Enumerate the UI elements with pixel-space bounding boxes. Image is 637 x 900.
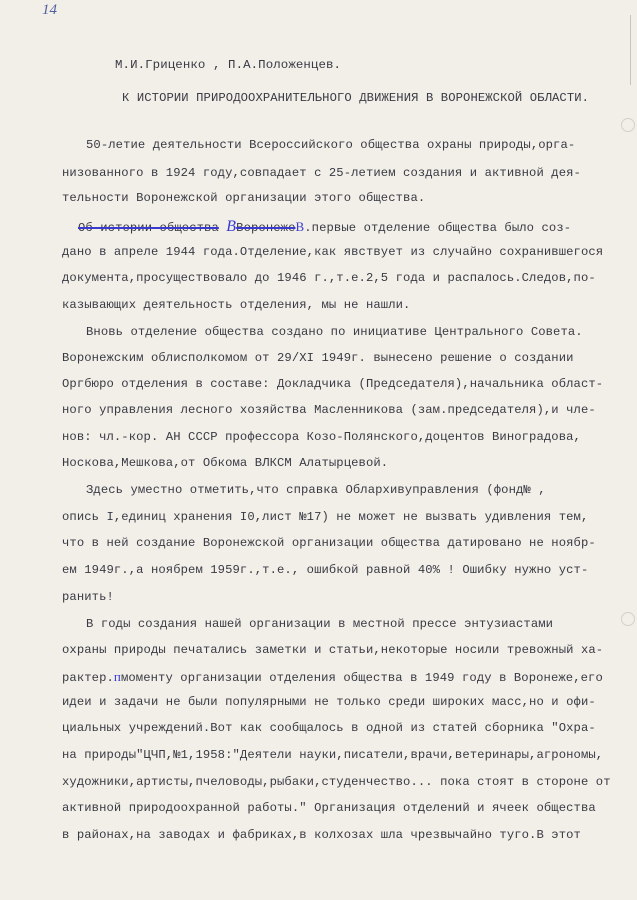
text-line: 50-летие деятельности Всероссийского общества охраны природы,орга- [86, 138, 576, 152]
text-line: охраны природы печатались заметки и статьи,некоторые носили тревожный ха- [62, 643, 604, 657]
page-title: К ИСТОРИИ ПРИРОДООХРАНИТЕЛЬНОГО ДВИЖЕНИЯ В ВОРОНЕЖСКОЙ ОБЛАСТИ. [122, 91, 590, 105]
text-line: Воронежским облисполкомом от 29/XI 1949г. вынесено решение о создании [62, 351, 574, 365]
text-rest: .первые отделение общества было соз- [304, 221, 572, 235]
text-line: опись I,единиц хранения I0,лист №17) не может не вызвать удивления тем, [62, 510, 589, 524]
struck-word: Воронеже [236, 221, 296, 235]
page-number: 14 [42, 2, 57, 18]
text-line: низованного в 1924 году,совпадает с 25-летием создания и активной дея- [62, 166, 581, 180]
text-line: Оргбюро отделения в составе: Докладчика (Председателя),начальника област- [62, 377, 604, 391]
struck-text: Об истории общества [78, 221, 219, 235]
text-line-corrected [62, 669, 603, 685]
handwritten-insertion: В [226, 218, 237, 235]
text-line: дано в апреле 1944 года.Отделение,как явствует из случайно сохранившегося [62, 245, 604, 259]
text-line: идеи и задачи не были популярными не только среди широких масс,но и офи- [62, 695, 596, 709]
text-line: художники,артисты,пчеловоды,рыбаки,студенчество... пока стоят в стороне от [62, 775, 611, 789]
text-line: Носкова,Мешкова,от Обкома ВЛКСМ Алатырцевой. [62, 456, 389, 470]
text-line-corrected [78, 218, 571, 236]
punch-hole [621, 612, 635, 626]
punch-hole [621, 118, 635, 132]
text-line: на природы"ЦЧП,№1,1958:"Деятели науки,писатели,врачи,ветеринары,агрономы, [62, 748, 604, 762]
text-line: Вновь отделение общества создано по инициативе Центрального Совета. [86, 325, 583, 339]
text-line: казывающих деятельность отделения, мы не нашли. [62, 298, 411, 312]
text-line: ного управления лесного хозяйства Масленникова (зам.председателя),и чле- [62, 403, 596, 417]
page-edge [630, 15, 631, 85]
text-line: документа,просуществовало до 1946 г.,т.е.2,5 года и распалось.Следов,по- [62, 271, 596, 285]
text-line: ранить! [62, 590, 114, 604]
text-line: активной природоохранной работы." Организация отделений и ячеек общества [62, 801, 596, 815]
handwritten-insertion: п [113, 669, 121, 684]
text-line: Здесь уместно отметить,что справка Облархивуправления (фонд№ , [86, 483, 546, 497]
text-line: в районах,на заводах и фабриках,в колхозах шла чрезвычайно туго.В этот [62, 828, 581, 842]
text-line: ем 1949г.,а ноябрем 1959г.,т.е., ошибкой равной 40% ! Ошибку нужно уст- [62, 563, 589, 577]
text-line: что в ней создание Воронежской организации общества датировано не ноябр- [62, 536, 596, 550]
authors: М.И.Гриценко , П.А.Положенцев. [115, 58, 342, 72]
handwritten-insertion: В [295, 219, 305, 234]
text-line: тельности Воронежской организации этого общества. [62, 191, 426, 205]
text-line: циальных учреждений.Вот как сообщалось в одной из статей сборника "Охра- [62, 721, 596, 735]
text-line: нов: чл.-кор. АН СССР профессора Козо-Полянского,доцентов Виноградова, [62, 430, 581, 444]
text-line: В годы создания нашей организации в местной прессе энтузиастами [86, 617, 554, 631]
text-rest: моменту организации отделения общества в 1949 году в Воронеже,его [120, 671, 603, 685]
text-start: рактер. [62, 671, 114, 685]
